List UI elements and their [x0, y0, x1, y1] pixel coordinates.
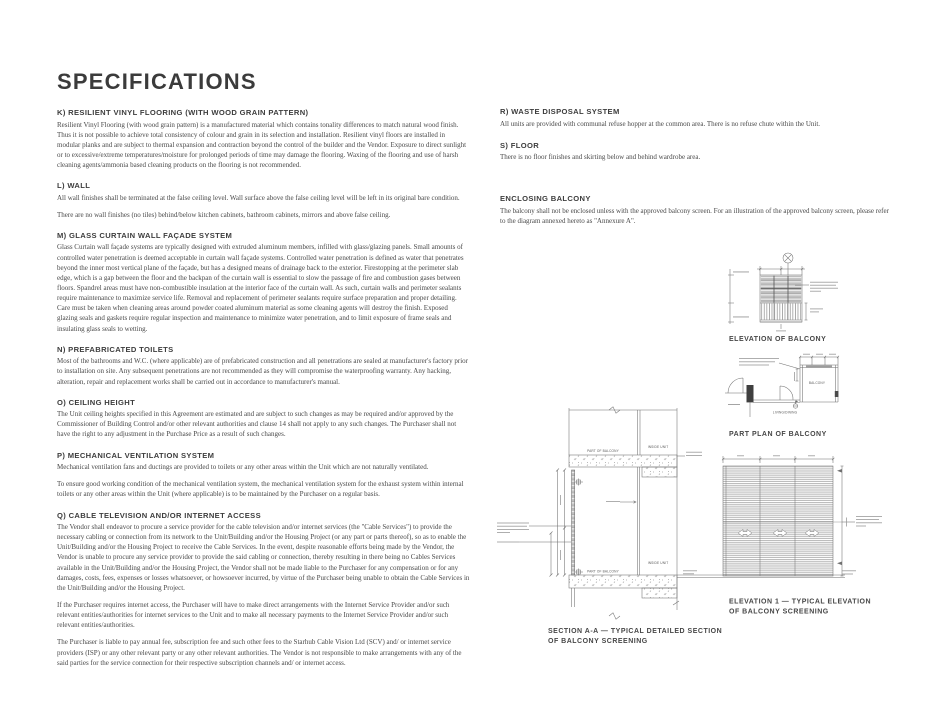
annotation-dashes	[728, 354, 836, 405]
drawing-caption: OF BALCONY SCREENING	[548, 638, 648, 645]
section-heading: K) RESILIENT VINYL FLOORING (WITH WOOD GRAIN PATTERN)	[57, 108, 309, 117]
section-paragraph: The balcony shall not be enclosed unless with the approved balcony screen. For an illustration of the approved balcony screen, please refer to the diagram annexed hereto as "Annexure A".	[500, 206, 889, 225]
section-paragraph: There is no floor finishes and skirting below and behind wardrobe area.	[500, 153, 701, 162]
section-paragraph: To ensure good working condition of the mechanical ventilation system, the mechanical ventilation system for the exhaust system within internal toilets or any other areas within the Unit (where applicable) is to be maintained by the Purchaser on a regular basis.	[57, 480, 464, 499]
drawing-label: PART OF BALCONY	[587, 449, 619, 453]
section-n	[57, 345, 470, 387]
drawing-label: LIVING/DINING	[772, 410, 798, 415]
drawing-label: INSIDE UNIT	[647, 445, 669, 449]
section-paragraph: The Unit ceiling heights specified in this Agreement are estimated and are subject to such changes as may be required and/or approved by the Commissioner of Building Control and/or other relevant authorities and clause 14 shall not apply to any such changes. The Purchaser shall not have the right to any adjustment in the Purchase Price as a result of such changes.	[57, 410, 457, 439]
drawing-caption: SECTION A-A — TYPICAL DETAILED SECTION	[548, 628, 723, 635]
section-heading: P) MECHANICAL VENTILATION SYSTEM	[57, 450, 215, 460]
section-heading: R) WASTE DISPOSAL SYSTEM	[500, 107, 620, 116]
section-heading: Q) CABLE TELEVISION AND/OR INTERNET ACCESS	[57, 510, 261, 520]
left-text-column	[57, 69, 470, 668]
balcony-drawings	[490, 245, 943, 660]
elevation-1-drawing	[722, 455, 882, 615]
section-paragraph: If the Purchaser requires internet access, the Purchaser will have to make direct arrangements with the Internet Service Provider and/or such relevant entities/authorities for internet services to the Unit and to make all necessary payments to the Internet Service Provider and/or such relevant entities/authorities.	[57, 601, 450, 630]
elevation-of-balcony-drawing	[728, 253, 838, 343]
section-p	[57, 451, 470, 500]
section-paragraph: Glass Curtain wall façade systems are typically designed with extruded aluminum members, infilled with glass/glazing panels. Small amounts of controlled water penetration is deemed acceptable in curtain wall façade systems. Controlled water penetration is defined as water that penetrates beyond the inner most vertical plane of the façade, but has a designed means of drainage back to the exterior. Firestopping at the perimeter slab edge, which is a gap between the floor and the backpan of the curtain wall is essential to slow the passage of fire and combustion gases between floors. Spandrel areas must have non-combustible insulation at the interior face of the curtain wall. As such, curtain walls and perimeter sealants require maintenance to maximize service life. Removal and replacement of perimeter sealants require surface preparation and proper detailing. Care must be taken when cleaning areas around powder coated aluminum material as some cleaning agents will destroy the finish. Exposed glazing seals and gaskets require regular inspection and maintenance to minimize water penetration, and to limit exposure of frame seals and insulating glass seals to wetting.	[57, 243, 464, 333]
drawing-label: INSIDE UNIT	[647, 561, 669, 565]
section-paragraph: There are no wall finishes (no tiles) behind/below kitchen cabinets, bathroom cabinets, mirrors and above false ceiling.	[57, 210, 391, 219]
section-r	[500, 107, 890, 129]
section-heading: M) GLASS CURTAIN WALL FAÇADE SYSTEM	[57, 230, 233, 240]
section-heading: S) FLOOR	[500, 140, 540, 150]
section-paragraph: Mechanical ventilation fans and ductings are provided to toilets or any other areas within the Unit which are not naturally ventilated.	[57, 463, 429, 472]
section-paragraph: Resilient Vinyl Flooring (with wood grain pattern) is a manufactured material which contains tonality differences to match natural wood finish. Thus it is not possible to achieve total consistency of colour and grain in its selection and installation. Resilient vinyl floors are installed in modular planks and are subject to thermal expansion and contraction beyond the control of the builder and the Vendor. Exposure to direct sunlight or to excessive/extreme temperatures/moisture for prolonged periods of time may damage the flooring. Waxing of the flooring and use of harsh cleaning agents/ammonia based cleaning products on the flooring is not recommended.	[57, 120, 467, 170]
right-text-column	[500, 107, 890, 226]
section-l	[57, 181, 470, 220]
section-paragraph: Most of the bathrooms and W.C. (where applicable) are of prefabricated construction and all penetrations are sealed at manufacturer's factory prior to installation on site. Any subsequent penetrations are not recommended as they will compromise the waterproofing warranty. Any hacking, alteration, repair and replacement works shall be carried out in accordance to manufacturer's manual.	[57, 357, 468, 386]
section-paragraph: The Vendor shall endeavor to procure a service provider for the cable television and/or internet services (the "Cable Services") to provide the necessary cabling or connection from its network to the Unit/Building and/or the Housing Project (or any part or parts thereof), so as to enable the Unit/Building and/or the Housing Project to receive the Cable Services. In the event, despite reasonable efforts being made by the Vendor, the Vendor is unable to procure any service provider to provide the said cabling or connection, thereby resulting in there being no Cables Services available in the Unit/Building and/or the Housing Project, the Vendor shall not be made liable to the Purchaser for any compensation or for any damages, costs, fees, expenses or losses whatsoever, or howsoever incurred, by virtue of the Purchaser being unable to obtain the Cable Services in the Unit/Building and/or the Housing Project.	[57, 523, 470, 592]
section-heading: ENCLOSING BALCONY	[500, 194, 591, 204]
section-paragraph: The Purchaser is liable to pay annual fee, subscription fee and such other fees to the Starhub Cable Vision Ltd (SCV) and/ or internet service providers (ISP) or any other relevant party or any other relevant authorities. The Vendor is not responsible to make arrangements with any of the said parties for the service connection for their respective subscription channels and/ or internet access.	[57, 638, 462, 667]
drawing-caption: ELEVATION OF BALCONY	[729, 336, 827, 343]
drawing-label: BALCONY	[808, 381, 826, 385]
section-heading: O) CEILING HEIGHT	[57, 397, 136, 407]
section-paragraph: All wall finishes shall be terminated at the false ceiling level. Wall surface above the false ceiling level will be left in its original bare condition.	[57, 193, 460, 202]
section-paragraph: All units are provided with communal refuse hopper at the common area. There is no refuse chute within the Unit.	[500, 119, 821, 128]
drawing-caption: PART PLAN OF BALCONY	[729, 431, 827, 438]
section-q	[57, 511, 470, 668]
drawing-label: PART OF BALCONY	[587, 569, 619, 574]
drawing-caption: ELEVATION 1 — TYPICAL ELEVATION	[729, 598, 872, 606]
part-plan-drawing	[725, 354, 839, 438]
section-o	[57, 398, 470, 440]
page-title: SPECIFICATIONS	[57, 69, 257, 94]
section-heading: N) PREFABRICATED TOILETS	[57, 344, 174, 354]
section-m	[57, 231, 470, 334]
section-enclosing-balcony	[500, 194, 890, 226]
section-s	[500, 141, 890, 163]
section-heading: L) WALL	[57, 181, 91, 191]
section-k	[57, 108, 470, 170]
drawing-caption: OF BALCONY SCREENING	[729, 608, 829, 616]
